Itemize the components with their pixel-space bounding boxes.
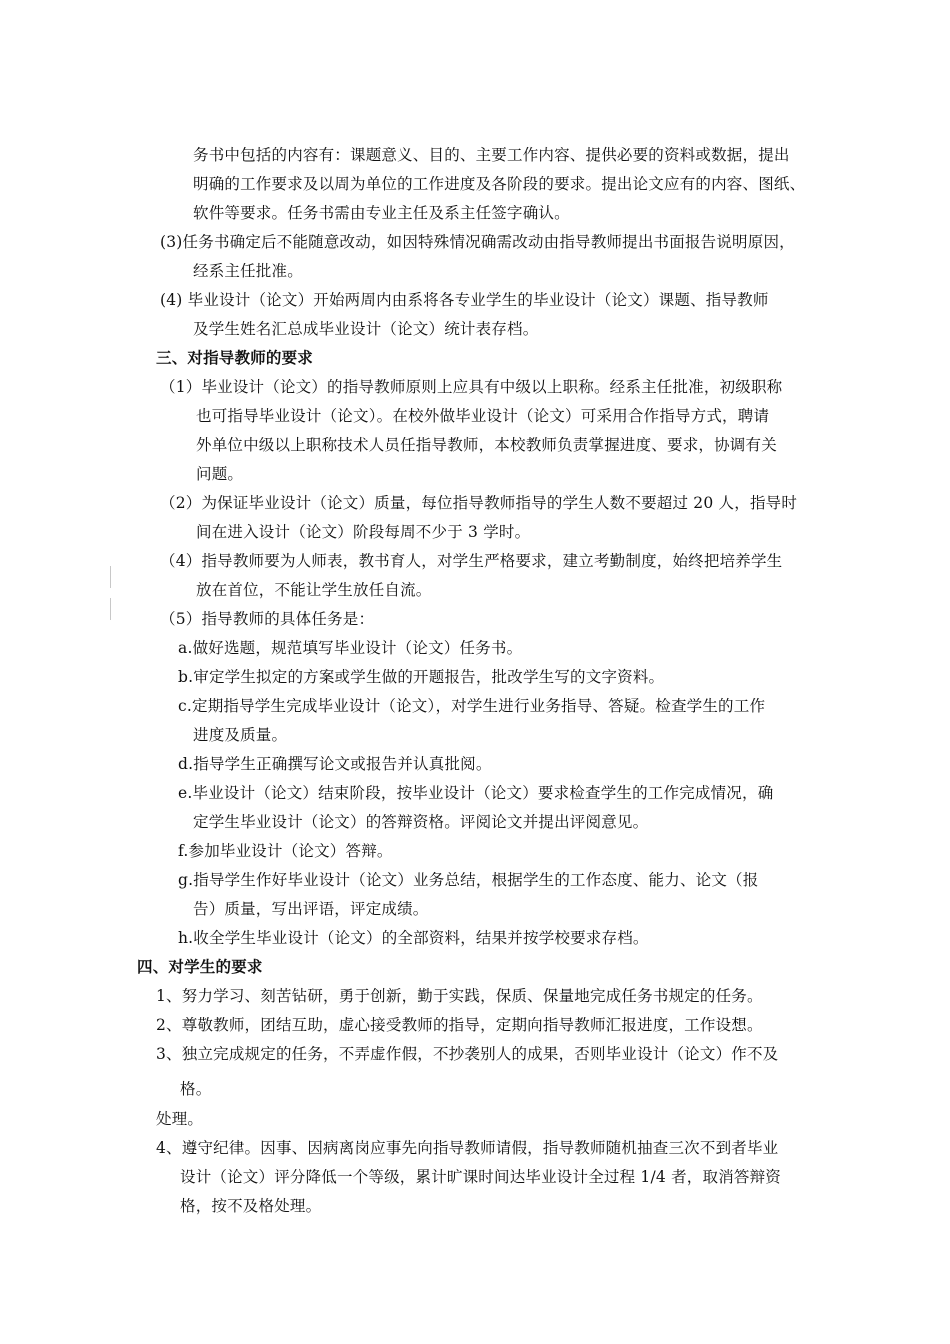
list-item: h.收全学生毕业设计（论文）的全部资料，结果并按学校要求存档。 (178, 929, 649, 947)
list-item: b.审定学生拟定的方案或学生做的开题报告，批改学生写的文字资料。 (178, 668, 665, 686)
list-item: f.参加毕业设计（论文）答辩。 (178, 842, 393, 860)
list-item: a.做好选题，规范填写毕业设计（论文）任务书。 (178, 639, 523, 657)
text-line: (3)任务书确定后不能随意改动，如因特殊情况确需改动由指导教师提出书面报告说明原因， (160, 233, 795, 251)
text-line: 3、独立完成规定的任务，不弄虚作假，不抄袭别人的成果，否则毕业设计（论文）作不及 (156, 1045, 779, 1063)
text-line: 格。 (180, 1080, 212, 1098)
text-line: (4) 毕业设计（论文）开始两周内由系将各专业学生的毕业设计（论文）课题、指导教师 (160, 291, 769, 309)
text-line: （4）指导教师要为人师表，教书育人，对学生严格要求，建立考勤制度，始终把培养学生 (160, 552, 783, 570)
text-line: （1）毕业设计（论文）的指导教师原则上应具有中级以上职称。经系主任批准，初级职称 (160, 378, 783, 396)
text-line: 明确的工作要求及以周为单位的工作进度及各阶段的要求。提出论文应有的内容、图纸、 (193, 175, 806, 193)
text-line: 设计（论文）评分降低一个等级，累计旷课时间达毕业设计全过程 1/4 者，取消答辩资 (180, 1168, 782, 1186)
text-line: （2）为保证毕业设计（论文）质量，每位指导教师指导的学生人数不要超过 20 人，指导时 (160, 494, 798, 512)
list-item: g.指导学生作好毕业设计（论文）业务总结，根据学生的工作态度、能力、论文（报 (178, 871, 759, 889)
text-line: 处理。 (156, 1110, 204, 1128)
text-line: 外单位中级以上职称技术人员任指导教师，本校教师负责掌握进度、要求，协调有关 (196, 436, 777, 454)
list-item: e.毕业设计（论文）结束阶段，按毕业设计（论文）要求检查学生的工作完成情况，确 (178, 784, 774, 802)
text-line: 务书中包括的内容有：课题意义、目的、主要工作内容、提供必要的资料或数据，提出 (193, 146, 790, 164)
text-line: 软件等要求。任务书需由专业主任及系主任签字确认。 (193, 204, 570, 222)
text-line: 及学生姓名汇总成毕业设计（论文）统计表存档。 (193, 320, 539, 338)
text-line: 经系主任批准。 (193, 262, 303, 280)
text-line: 格，按不及格处理。 (180, 1197, 322, 1215)
margin-mark (110, 566, 111, 588)
text-line: 间在进入设计（论文）阶段每周不少于 3 学时。 (196, 523, 531, 541)
list-item: 进度及质量。 (193, 726, 288, 744)
list-item: d.指导学生正确撰写论文或报告并认真批阅。 (178, 755, 492, 773)
text-line: 1、努力学习、刻苦钻研，勇于创新，勤于实践，保质、保量地完成任务书规定的任务。 (156, 987, 763, 1005)
list-item: 告）质量，写出评语，评定成绩。 (193, 900, 429, 918)
section-heading: 三、对指导教师的要求 (156, 349, 314, 367)
text-line: 2、尊敬教师，团结互助，虚心接受教师的指导，定期向指导教师汇报进度，工作设想。 (156, 1016, 763, 1034)
list-item: 定学生毕业设计（论文）的答辩资格。评阅论文并提出评阅意见。 (193, 813, 649, 831)
text-line: 问题。 (196, 465, 244, 483)
text-line: 放在首位，不能让学生放任自流。 (196, 581, 432, 599)
list-item: c.定期指导学生完成毕业设计（论文），对学生进行业务指导、答疑。检查学生的工作 (178, 697, 766, 715)
text-line: 也可指导毕业设计（论文）。在校外做毕业设计（论文）可采用合作指导方式，聘请 (196, 407, 770, 425)
section-heading: 四、对学生的要求 (137, 958, 263, 976)
text-line: （5）指导教师的具体任务是： (160, 610, 375, 628)
text-line: 4、遵守纪律。因事、因病离岗应事先向指导教师请假，指导教师随机抽查三次不到者毕业 (156, 1139, 779, 1157)
margin-mark (110, 598, 111, 620)
